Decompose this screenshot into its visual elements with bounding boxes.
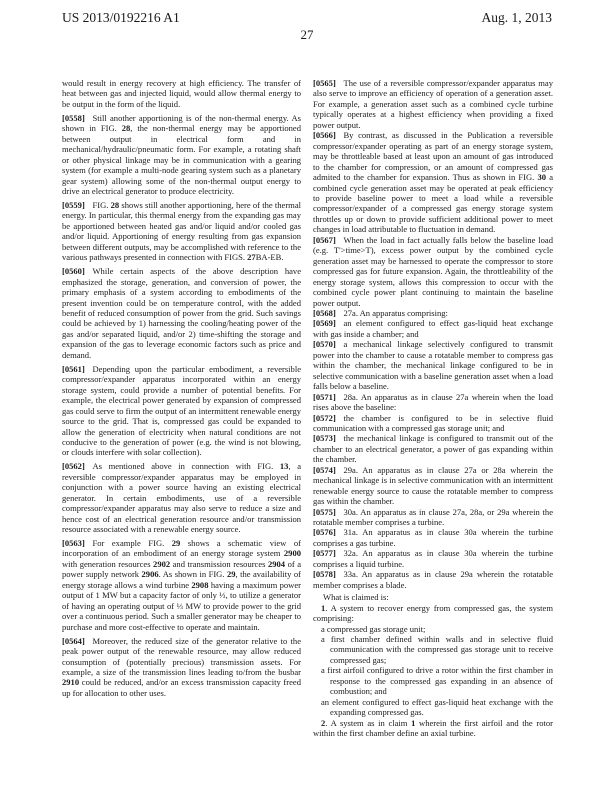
text-run: . As shown in FIG.	[158, 569, 227, 580]
text-run: a mechanical linkage selectively configured to transmit power into the chamber to cause a rotatable member to compress gas within the chamber, the mechanical linkage configured to be in selective communication with a baseline generation asset when a load falls below a baseline.	[313, 339, 553, 392]
text-run: 30a. An apparatus as in clause 27a, 28a, or 29a wherein the rotatable member comprises a turbine.	[313, 506, 553, 528]
text-run: having a maximum power output of 1 MW but a capacity factor of only ⅓, to utilize a generator of having an operating output of ⅓ MW to provide power to the grid over a continuous period. Such a smaller generator may be cheaper to purchase and more cost-effective to operate and maintain.	[62, 579, 301, 632]
reference-numeral: 1	[411, 717, 416, 728]
claim-element: a first airfoil configured to drive a rotor within the first chamber in response to the compressed gas expanding in an absence of combustion; and	[321, 665, 553, 697]
paragraph-number: [0569]	[313, 318, 336, 329]
text-run: wherein the first airfoil and the rotor within the first chamber define an axial turbine.	[313, 717, 553, 739]
text-run: 31a. An apparatus as in clause 30a wherein the turbine comprises a gas turbine.	[313, 527, 553, 548]
paragraph-number: [0568]	[313, 307, 336, 318]
paragraph	[62, 78, 301, 109]
text-run: For example FIG.	[92, 538, 172, 549]
text-run: 27a. An apparatus comprising:	[343, 307, 448, 318]
text-run: , the non-thermal energy may be apportioned between output in electrical form and in mechanical/hydraulic/pneumatic form. For example, a rotating shaft or other physical linkage may be in communication with a gearing system (for example a multi-node gearing system such as a planetary gear system) allowing some of the non-thermal output energy to drive an electrical generator to produce electricity.	[62, 123, 301, 197]
reference-numeral: 2904	[267, 558, 286, 569]
reference-numeral: 2906	[141, 569, 159, 580]
reference-numeral: 30	[537, 172, 547, 183]
reference-numeral: 2910	[62, 677, 80, 688]
paragraph-number: [0571]	[313, 391, 336, 402]
publication-number: US 2013/0192216 A1	[62, 10, 180, 25]
text-run: 33a. An apparatus as in clause 29a wherein the rotatable member comprises a blade.	[313, 569, 553, 590]
paragraph	[62, 200, 301, 263]
paragraph-number: [0561]	[62, 363, 85, 374]
paragraph	[62, 461, 301, 534]
paragraph-number: [0572]	[313, 412, 336, 423]
paragraph	[313, 507, 553, 528]
paragraph-number: [0560]	[62, 266, 85, 277]
claims-heading: What is claimed is:	[323, 592, 389, 603]
paragraph-number: [0577]	[313, 548, 336, 559]
paragraph	[313, 318, 553, 339]
reference-numeral: 27	[247, 252, 256, 263]
paragraph	[62, 538, 301, 632]
paragraph	[313, 433, 553, 464]
paragraph	[62, 364, 301, 458]
text-run: would result in energy recovery at high efficiency. The transfer of heat between gas and injected liquid, would allow thermal energy to be output in the form of the liquid.	[62, 78, 301, 109]
text-run: Depending upon the particular embodiment, a reversible compressor/expander apparatus incorporated within an energy storage system, could provide a number of potential benefits. For example, the electrical power generated by expansion of compressed gas could serve to firm the output of an intermittent renewable energy source to the grid. That is, compressed gas could be expanded to allow the generation of electricity when natural conditions are not conducive to the generation of power (e.g. the wind is not blowing, or clouds interfere with solar collection).	[62, 363, 301, 458]
text-run: Moreover, the reduced size of the generator relative to the peak power output of the renewable resource, may allow reduced consumption of (potentially precious) transmission assets. For example, a size of the transmission lines leading to/from the busbar	[62, 635, 301, 677]
paragraph	[62, 113, 301, 197]
paragraph	[313, 235, 553, 308]
claim-element: a compressed gas storage unit;	[321, 623, 426, 634]
reference-numeral: 2900	[283, 548, 301, 559]
text-run: with generation resources	[62, 558, 154, 569]
paragraph	[313, 527, 553, 548]
paragraph	[313, 465, 553, 507]
paragraph-number: [0559]	[62, 199, 85, 210]
paragraph	[313, 339, 553, 391]
text-run: While certain aspects of the above description have emphasized the storage, generation, and conversion of power, the primary emphasis of a system according to embodiments of the present invention could be on temperature control, with the added benefit of reduced consumption of power from the grid. Such savings could be achieved by 1) harnessing the cooling/heating power of the gas and/or separated liquid, and/or 2) time-shifting the storage and expansion of the gas to leverage economic factors such as price and demand.	[62, 266, 301, 360]
reference-numeral: 28	[121, 123, 131, 134]
paragraph-number: [0575]	[313, 506, 336, 517]
right-column	[313, 78, 553, 739]
reference-numeral: 13	[279, 461, 289, 472]
claim-1	[313, 603, 553, 624]
page-number: 27	[300, 27, 314, 42]
paragraph	[313, 308, 553, 318]
paragraph	[313, 569, 553, 590]
text-run: , a reversible compressor/expander apparatus may be employed in conjunction with a power source having an existing electrical generator. In certain embodiments, use of a reversible compressor/expander apparatus may also serve to reduce a size and hence cost of an electrical generation resource and/or transmission resource associated with a renewable energy source.	[62, 461, 301, 535]
text-run: an element configured to effect gas-liquid heat exchange with gas inside a chamber; and	[313, 318, 553, 339]
text-run: 28a. An apparatus as in clause 27a wherein when the load rises above the baseline:	[313, 391, 553, 413]
paragraph-number: [0567]	[313, 234, 336, 245]
text-run: and transmission resources	[170, 558, 268, 569]
text-run: . A system as in claim	[325, 717, 412, 728]
text-run: could be reduced, and/or an excess transmission capacity freed up for allocation to other uses.	[62, 677, 301, 698]
text-run: shows still another apportioning, here of the thermal energy. In particular, this thermal energy from the expanding gas may be apportioned between heated gas and/or liquid and/or cooled gas and/or liquid. Apportioning of energy resulting from gas expansion between different outputs, may be accomplished with reference to the various pathways presented in connection with FIGS.	[62, 199, 301, 263]
paragraph-number: [0563]	[62, 538, 85, 549]
text-run: , the availability of energy storage allows a wind turbine	[62, 569, 301, 590]
text-run: . A system to recover energy from compressed gas, the system comprising:	[313, 602, 553, 624]
text-run: of a power supply network	[62, 558, 301, 580]
text-run: FIG.	[92, 199, 111, 210]
text-run: By contrast, as discussed in the Publication a reversible compressor/expander operating as part of an energy storage system, may be throttleable based at least upon an amount of gas introduced to the chamber for compression, or an amount of compressed gas admited to the chamber for expansion. Thus as shown in FIG.	[313, 130, 553, 183]
paragraph-number: [0574]	[313, 464, 336, 475]
claim-2	[313, 718, 553, 739]
text-run: shows a schematic view of incorporation of an embodiment of an energy storage system	[62, 538, 301, 559]
paragraph	[313, 413, 553, 434]
paragraph	[313, 130, 553, 235]
text-run: a combined cycle generation asset may be operated at peak efficiency to provide baseline power to meet a load while a reversible compressor/expander of a compressed gas energy storage system throttles up or down to provide sufficient additional power to meet changes in load attributable to fluctuation in demand.	[313, 172, 553, 235]
reference-numeral: 2908	[191, 579, 209, 590]
paragraph-number: [0578]	[313, 569, 336, 580]
paragraph-number: [0565]	[313, 78, 336, 88]
text-run: When the load in fact actually falls below the baseline load (e.g. T'>time>T), excess power output by the combined cycle generation asset may be harnessed to operate the compressor to store compressed gas for future expansion. Again, the throttleability of the energy storage system, allows this compression to occur with the combined cycle power plant continuing to maintain the baseline power output.	[313, 234, 553, 308]
left-column	[62, 78, 301, 702]
paragraph	[313, 548, 553, 569]
paragraph-number: [0576]	[313, 527, 336, 538]
reference-numeral: 1	[321, 602, 326, 613]
text-run: the mechanical linkage is configured to transmit out of the chamber to an electrical generator, a power of gas expanding within the chamber.	[313, 433, 553, 465]
paragraph	[313, 392, 553, 413]
publication-date: Aug. 1, 2013	[481, 10, 552, 25]
reference-numeral: 2902	[153, 558, 171, 569]
text-run: 29a. An apparatus as in clause 27a or 28a wherein the mechanical linkage is in selective communication with an intermittent renewable energy source to cause the rotatable member to compress gas within the chamber.	[313, 464, 553, 507]
claim-element: a first chamber defined within walls and in selective fluid communication with the compressed gas storage unit to receive compressed gas;	[321, 634, 553, 665]
text-run: the chamber is configured to be in selective fluid communication with a compressed gas storage unit; and	[313, 412, 553, 433]
reference-numeral: 2	[321, 717, 326, 728]
text-run: Still another apportioning is of the non-thermal energy. As shown in FIG.	[62, 112, 301, 134]
paragraph	[62, 636, 301, 699]
paragraph-number: [0564]	[62, 635, 85, 646]
reference-numeral: 28	[110, 199, 120, 210]
paragraph-number: [0566]	[313, 130, 336, 141]
text-run: BA-EB.	[255, 252, 284, 263]
paragraph-number: [0562]	[62, 461, 85, 472]
paragraph-number: [0570]	[313, 339, 336, 350]
text-run: The use of a reversible compressor/expander apparatus may also serve to improve an efficiency of operation of a generation asset. For example, a generation asset such as a combined cycle turbine typically operates at a highest efficiency when providing a fixed power output.	[313, 78, 553, 130]
text-run: As mentioned above in connection with FIG.	[92, 461, 280, 472]
text-run: 32a. An apparatus as in clause 30a wherein the turbine comprises a liquid turbine.	[313, 548, 553, 569]
paragraph-number: [0558]	[62, 112, 85, 123]
paragraph	[62, 266, 301, 360]
paragraph	[313, 78, 553, 130]
paragraph-number: [0573]	[313, 433, 336, 444]
claim-element: an element configured to effect gas-liquid heat exchange with the expanding compressed gas.	[321, 696, 553, 718]
reference-numeral: 29	[226, 569, 236, 580]
reference-numeral: 29	[171, 538, 181, 549]
